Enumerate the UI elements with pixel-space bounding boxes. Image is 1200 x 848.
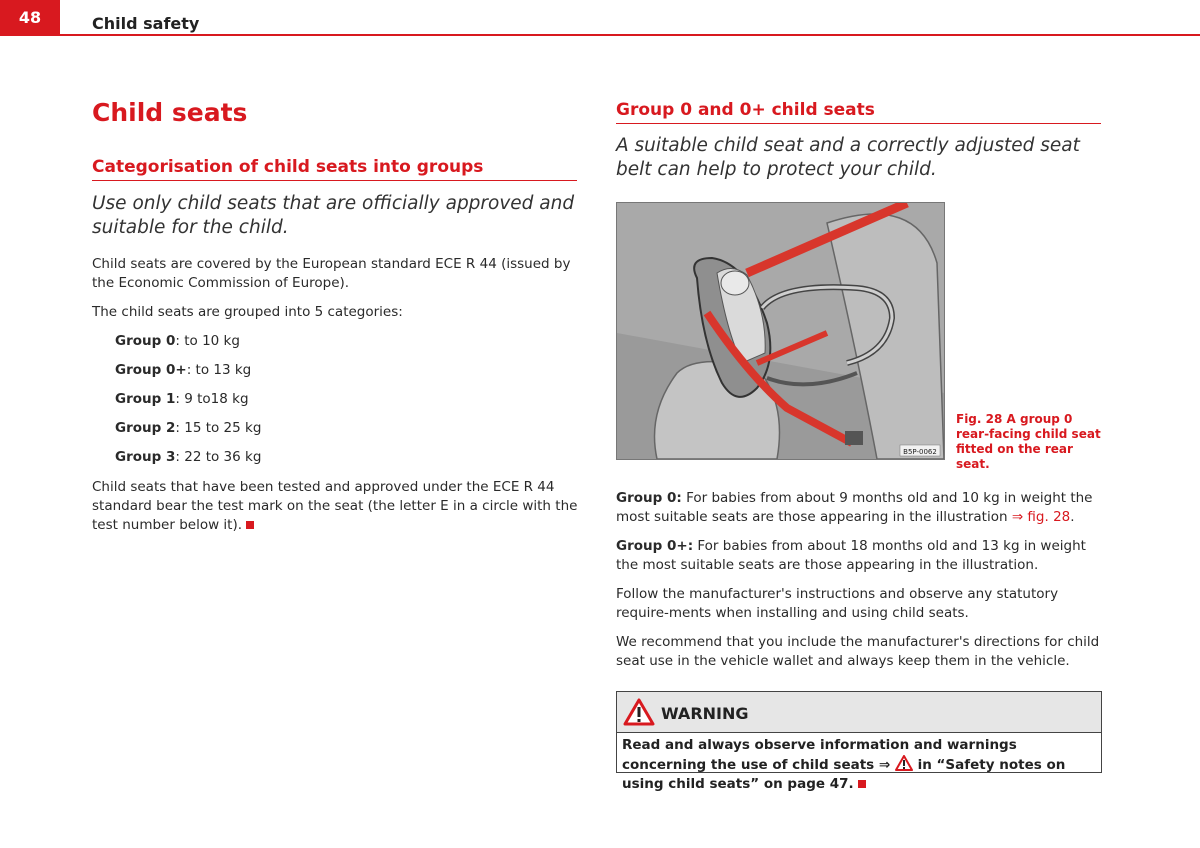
end-marker-icon (246, 521, 254, 529)
end-marker-icon (858, 780, 866, 788)
warning-text-end: in “Safety notes on using child seats” on page 47. (622, 757, 1066, 792)
group-value: : to 10 kg (175, 333, 240, 349)
paragraph-test-mark (92, 478, 580, 535)
group0-label: Group 0: (616, 490, 682, 506)
group-value: : 15 to 25 kg (175, 420, 262, 436)
group-item (115, 390, 249, 409)
figure-code: B5P-0062 (903, 448, 937, 456)
group0plus-text: For babies from about 18 months old and 13 kg in weight the most suitable seats are those appearing in the illustration. (616, 538, 1086, 573)
section-heading-groups: Categorisation of child seats into groups (92, 157, 577, 181)
group-label: Group 0 (115, 333, 176, 349)
warning-header (617, 692, 1101, 733)
warning-box (616, 691, 1102, 792)
group-label: Group 1 (115, 391, 176, 407)
warning-text (617, 733, 1101, 797)
group-value: : 22 to 36 kg (175, 449, 262, 465)
group-item (115, 448, 261, 467)
header-rule (60, 34, 1200, 36)
warning-small-icon[interactable] (895, 755, 913, 771)
group0plus-label: Group 0+: (616, 538, 694, 554)
child-seat-illustration (617, 203, 944, 459)
group0-text: For babies from about 9 months old and 10 kg in weight the most suitable seats are those appearing in the illustration (616, 490, 1093, 525)
group-item (115, 361, 251, 380)
group-value: : 9 to18 kg (175, 391, 249, 407)
group-item (115, 332, 240, 351)
group-label: Group 0+ (115, 362, 187, 378)
group-label: Group 3 (115, 449, 176, 465)
intro-text-left: Use only child seats that are officially approved and suitable for the child. (92, 193, 575, 238)
paragraph-standard: Child seats are covered by the European standard ECE R 44 (issued by the Economic Commission of Europe). (92, 256, 571, 291)
group-label: Group 2 (115, 420, 176, 436)
warning-title: WARNING (661, 704, 749, 723)
paragraph-manufacturer: Follow the manufacturer's instructions and observe any statutory require-ments when installing and using child seats. (616, 586, 1059, 621)
intro-text-right: A suitable child seat and a correctly adjusted seat belt can help to protect your child. (616, 135, 1080, 180)
running-header: Child safety (92, 14, 200, 33)
group-value: : to 13 kg (186, 362, 252, 378)
figure-reference-link[interactable]: ⇒ fig. 28 (1011, 509, 1071, 525)
warning-triangle-icon (623, 698, 655, 726)
paragraph-recommend: We recommend that you include the manufacturer's directions for child seat use in the vehicle wallet and always keep them in the vehicle. (616, 634, 1100, 669)
paragraph-group0plus (616, 537, 1102, 575)
figure-caption: Fig. 28 A group 0 rear-facing child seat fitted on the rear seat. (956, 412, 1101, 471)
group-item (115, 419, 261, 438)
paragraph-group0: Group 0: For babies from about 9 months old and 10 kg in weight the most suitable seats are those appearing in the illustration ⇒ fig. 28. (616, 490, 1093, 525)
section-heading-group0: Group 0 and 0+ child seats (616, 100, 1101, 124)
warning-text-start: Read and always observe information and warnings concerning the use of child seats ⇒ (622, 737, 1017, 773)
page-title: Child seats (92, 98, 248, 127)
test-mark-text: Child seats that have been tested and approved under the ECE R 44 standard bear the test mark on the seat (the letter E in a circle with the test number below it). (92, 479, 578, 533)
page-number: 48 (0, 0, 60, 36)
paragraph-categories: The child seats are grouped into 5 categories: (92, 304, 403, 320)
child-seat-figure (616, 202, 945, 460)
